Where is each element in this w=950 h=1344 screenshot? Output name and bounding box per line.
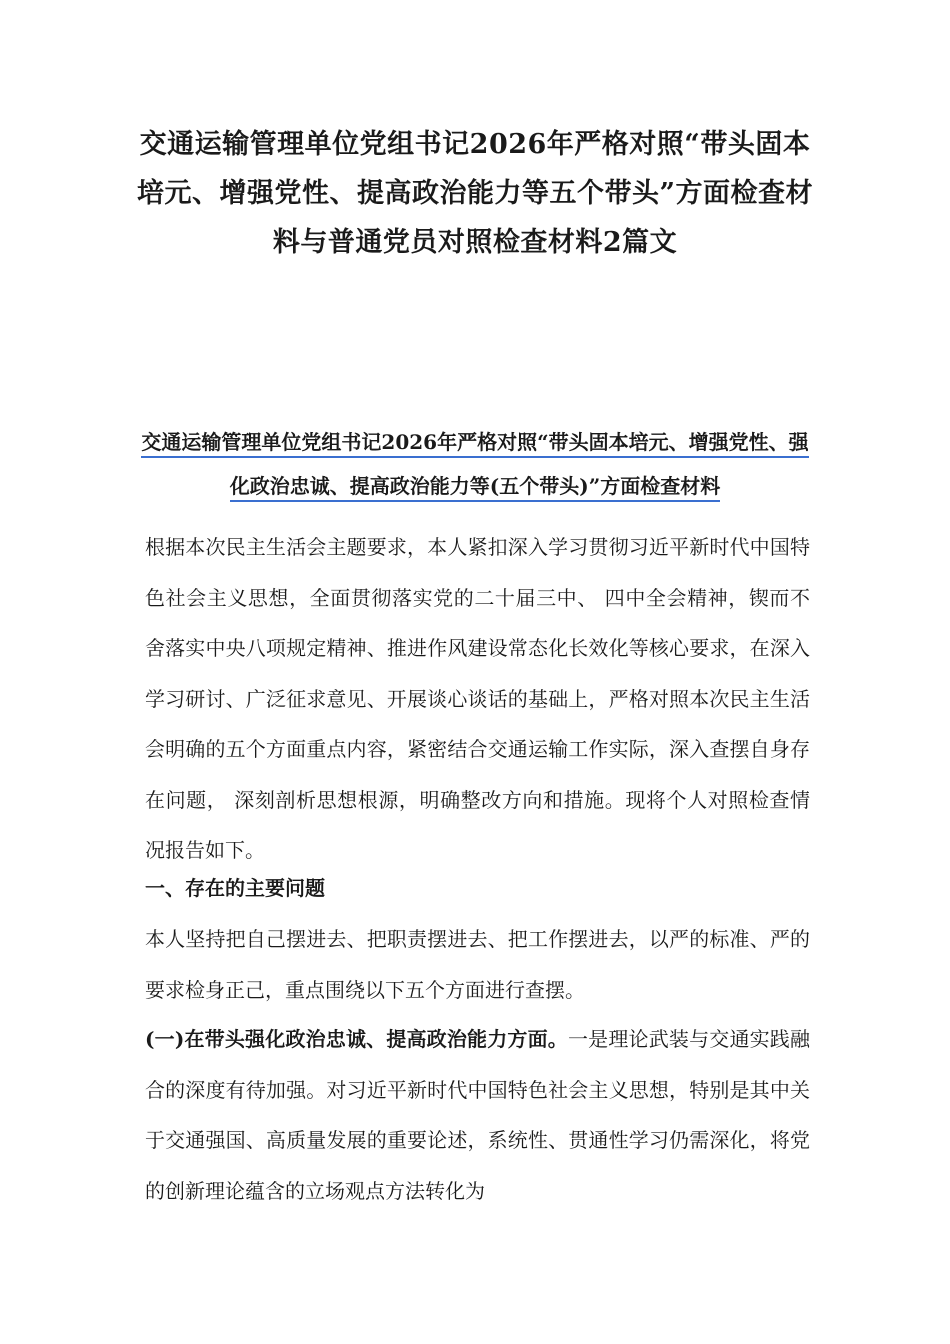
item-1-text: 一是理论武装与交通实践融合的深度有待加强。对习近平新时代中国特色社会主义思想，特别是其中关于交通强国、高质量发展的重要论述，系统性、贯通性学习仍需深化，将党的创新理论蕴含的立场观点方法转化为 — [145, 1027, 810, 1203]
stance-paragraph: 本人坚持把自己摆进去、把职责摆进去、把工作摆进去，以严的标准、严的要求检身正己，重点围绕以下五个方面进行查摆。 — [145, 927, 810, 1002]
document-main-title: 交通运输管理单位党组书记2026年严格对照“带头固本培元、增强党性、提高政治能力等五个带头”方面检查材料与普通党员对照检查材料2篇文 — [136, 129, 814, 258]
section-title — [140, 420, 810, 508]
heading-main-problems: 一、存在的主要问题 — [145, 876, 325, 900]
intro-paragraph: 根据本次民主生活会主题要求，本人紧扣深入学习贯彻习近平新时代中国特色社会主义思想，全面贯彻落实党的二十届三中、 四中全会精神，锲而不舍落实中央八项规定精神、推进作风建设常态化长效化等核心要求，在深入学习研讨、广泛征求意见、开展谈心谈话的基础上，严格对照本次民主生活会明确的五个方面重点内容，紧密结合交通运输工作实际，深入查摆自身存在问题， 深刻剖析思想根源，明确整改方向和措施。现将个人对照检查情况报告如下。 — [145, 535, 810, 862]
item-1-lead: (一)在带头强化政治忠诚、提高政治能力方面。 — [145, 1027, 568, 1051]
item-1-paragraph — [145, 1014, 810, 1216]
section-title-text: 交通运输管理单位党组书记2026年严格对照“带头固本培元、增强党性、强化政治忠诚、提高政治能力等(五个带头)”方面检查材料 — [141, 430, 808, 502]
